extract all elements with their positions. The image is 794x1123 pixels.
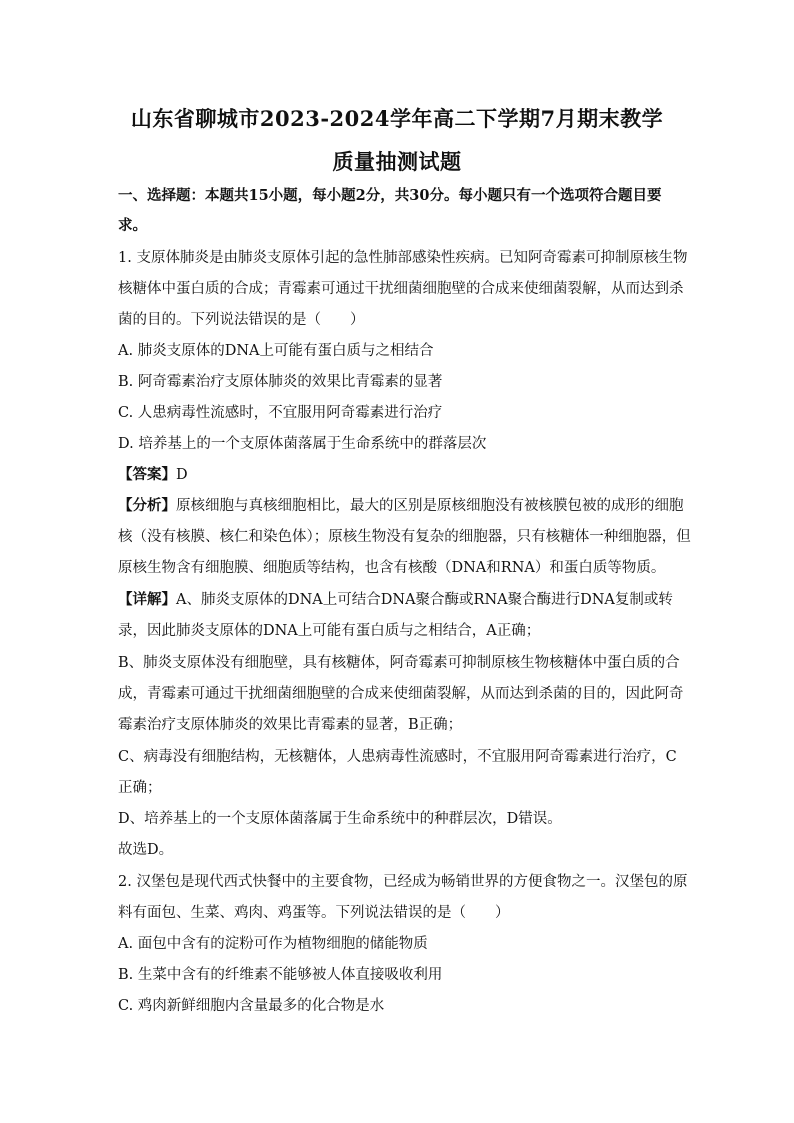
- q1-detail-line9: 故选D。: [118, 842, 174, 858]
- section-heading-line1: 一、选择题：本题共15小题，每小题2分，共30分。每小题只有一个选项符合题目要: [118, 187, 662, 204]
- q2-stem-line1: 2. 汉堡包是现代西式快餐中的主要食物，已经成为畅销世界的方便食物之一。汉堡包的原: [118, 874, 688, 890]
- q2-option-a: A. 面包中含有的淀粉可作为植物细胞的储能物质: [118, 936, 428, 952]
- q1-stem-line3: 菌的目的。下列说法错误的是（ ）: [118, 312, 365, 328]
- q2-option-c: C. 鸡肉新鲜细胞内含量最多的化合物是水: [118, 998, 385, 1014]
- q1-analysis-line1: [118, 497, 688, 515]
- document-title-line1: 山东省聊城市2023-2024学年高二下学期7月期末教学: [130, 106, 664, 131]
- q1-detail-line3: B、肺炎支原体没有细胞壁，具有核糖体，阿奇霉素可抑制原核生物核糖体中蛋白质的合: [118, 655, 680, 671]
- answer-label: 【答案】: [118, 466, 176, 483]
- q1-option-a: A. 肺炎支原体的DNA上可能有蛋白质与之相结合: [118, 343, 434, 359]
- q1-detail-line6: C、病毒没有细胞结构，无核糖体，人患病毒性流感时，不宜服用阿奇霉素进行治疗，C: [118, 749, 677, 765]
- q1-detail-line7: 正确；: [118, 780, 162, 796]
- answer-value: D: [176, 467, 188, 483]
- q1-analysis-line3: 原核生物含有细胞膜、细胞质等结构，也含有核酸（DNA和RNA）和蛋白质等物质。: [118, 560, 666, 576]
- q1-answer: [118, 466, 688, 484]
- q2-option-b: B. 生菜中含有的纤维素不能够被人体直接吸收利用: [118, 967, 443, 983]
- q1-option-b: B. 阿奇霉素治疗支原体肺炎的效果比青霉素的显著: [118, 374, 443, 390]
- q1-stem-line2: 核糖体中蛋白质的合成；青霉素可通过干扰细菌细胞壁的合成来使细菌裂解，从而达到杀: [118, 281, 684, 297]
- q1-detail-line1: [118, 591, 688, 609]
- q1-detail-line5: 霉素治疗支原体肺炎的效果比青霉素的显著，B正确；: [118, 717, 463, 733]
- document-title-line2: 质量抽测试题: [332, 149, 462, 174]
- analysis-text: 原核细胞与真核细胞相比，最大的区别是原核细胞没有被核膜包被的成形的细胞: [176, 498, 684, 514]
- section-heading-line2: 求。: [118, 217, 147, 234]
- q1-option-d: D. 培养基上的一个支原体菌落属于生命系统中的群落层次: [118, 436, 487, 452]
- q1-analysis-line2: 核（没有核膜、核仁和染色体）；原核生物没有复杂的细胞器，只有核糖体一种细胞器，但: [118, 529, 691, 545]
- q1-detail-line4: 成，青霉素可通过干扰细菌细胞壁的合成来使细菌裂解，从而达到杀菌的目的，因此阿奇: [118, 686, 684, 702]
- q2-stem-line2: 料有面包、生菜、鸡肉、鸡蛋等。下列说法错误的是（ ）: [118, 905, 510, 921]
- q1-option-c: C. 人患病毒性流感时，不宜服用阿奇霉素进行治疗: [118, 405, 443, 421]
- q1-stem-line1: 1. 支原体肺炎是由肺炎支原体引起的急性肺部感染性疾病。已知阿奇霉素可抑制原核生物: [118, 250, 688, 266]
- detail-label: 【详解】: [118, 591, 176, 608]
- q1-detail-line2: 录，因此肺炎支原体的DNA上可能有蛋白质与之相结合，A正确；: [118, 623, 541, 639]
- q1-detail-line8: D、培养基上的一个支原体菌落属于生命系统中的种群层次，D错误。: [118, 811, 562, 827]
- detail-text: A、肺炎支原体的DNA上可结合DNA聚合酶或RNA聚合酶进行DNA复制或转: [176, 592, 673, 608]
- analysis-label: 【分析】: [118, 497, 176, 514]
